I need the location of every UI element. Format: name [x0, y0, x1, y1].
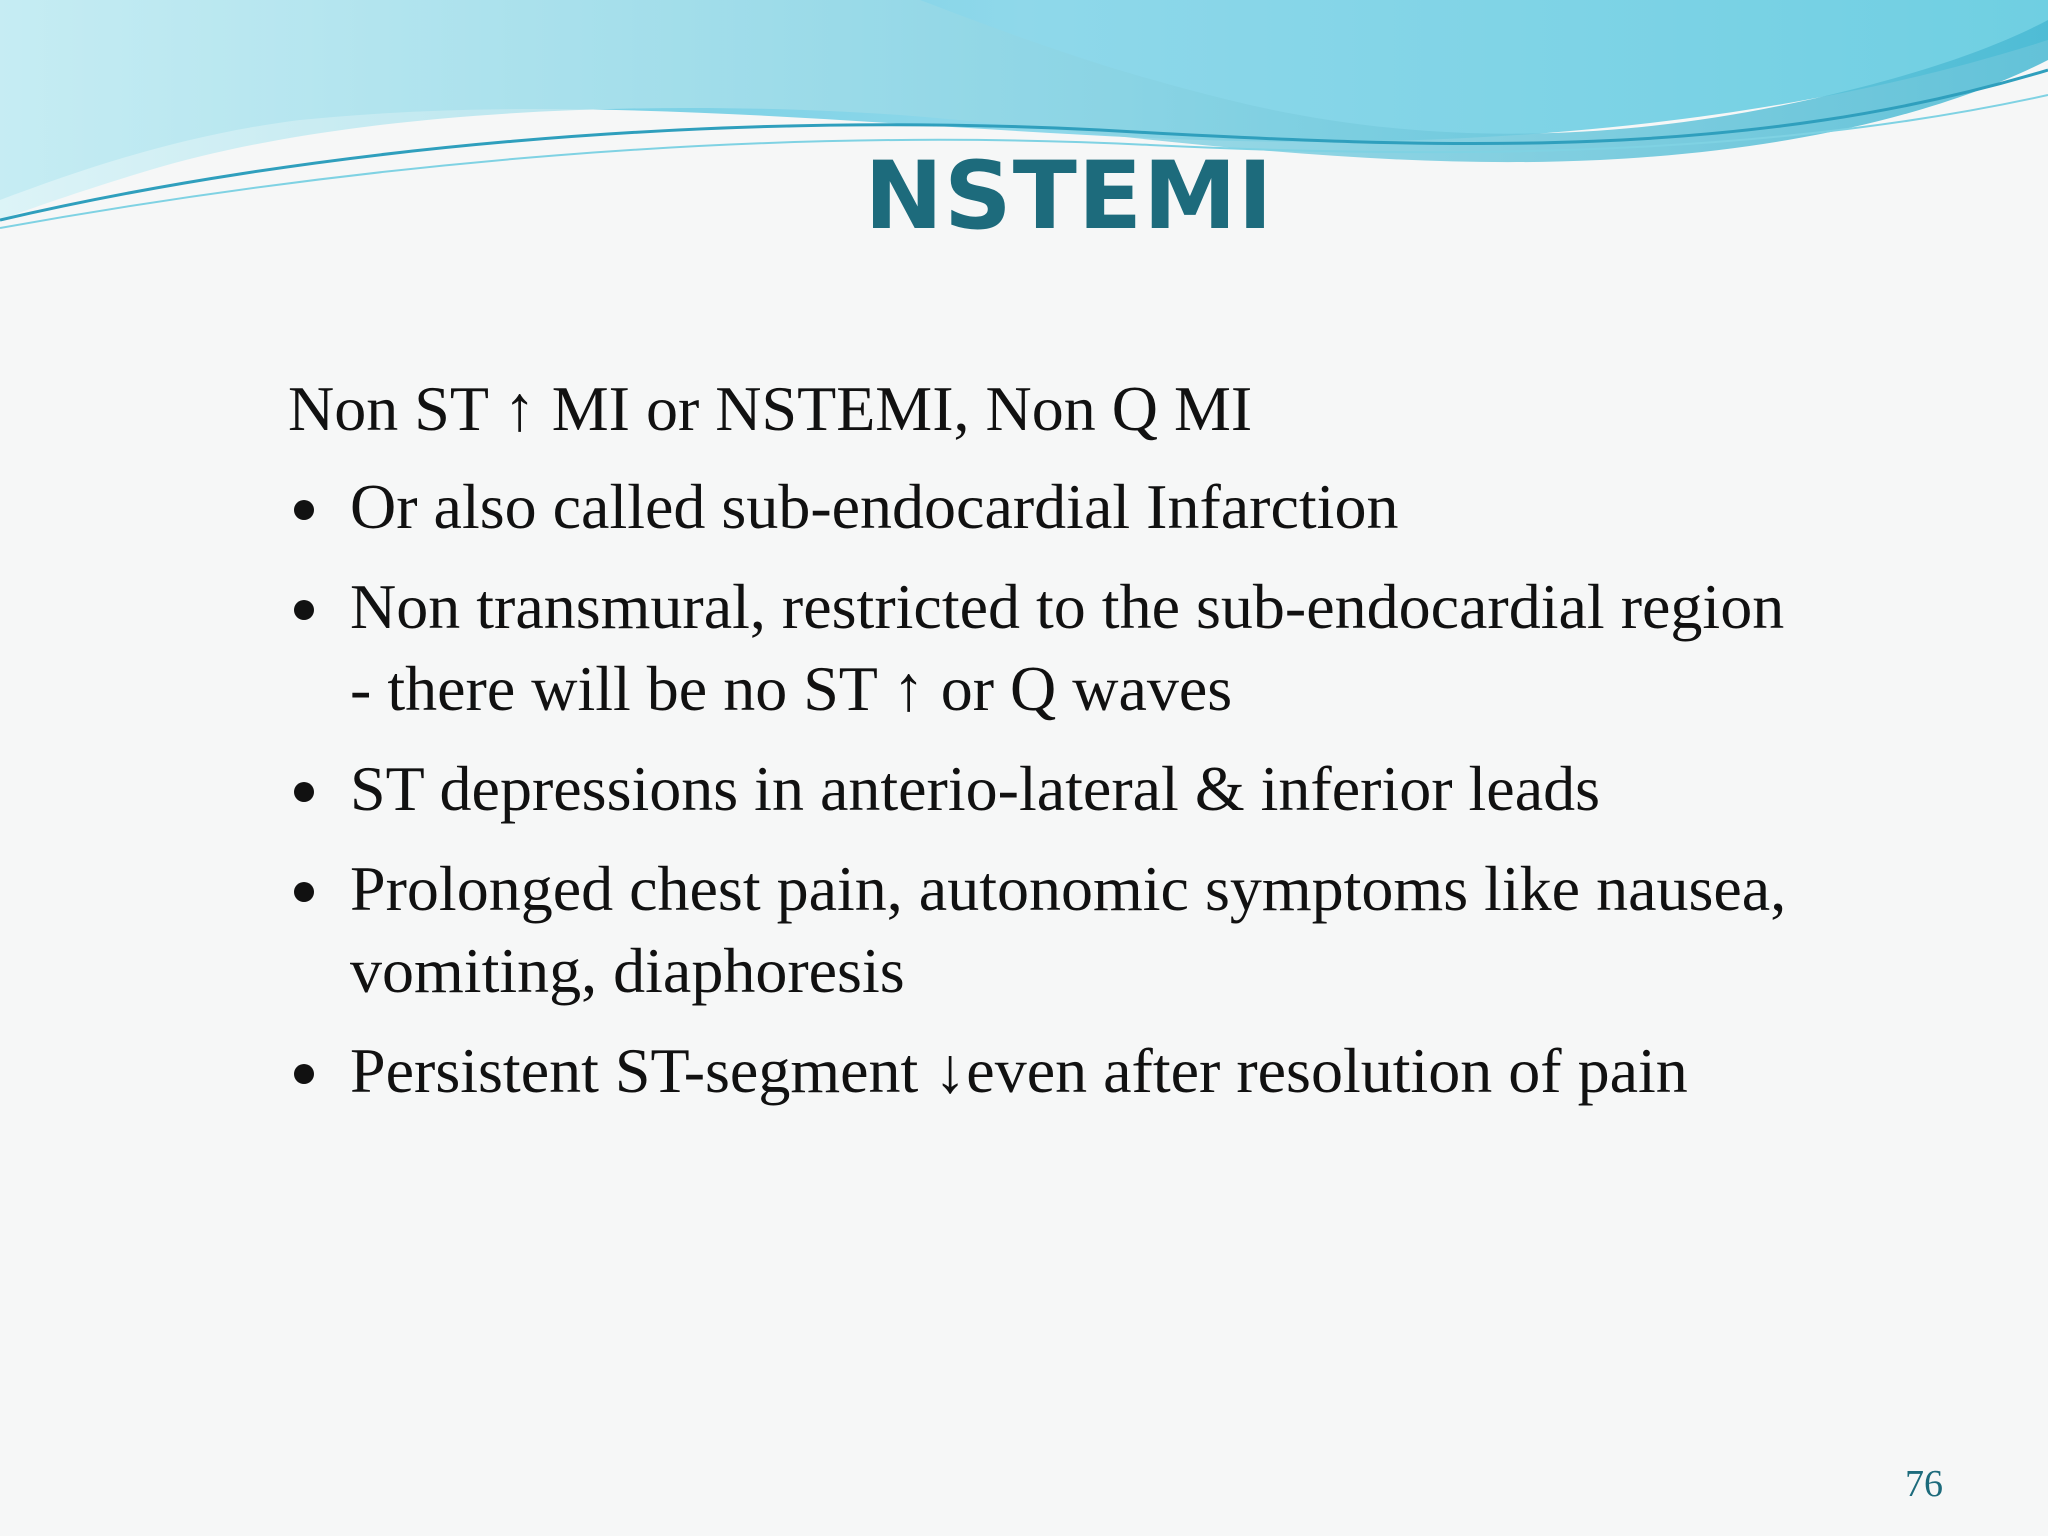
list-item	[288, 566, 1788, 730]
slide-title: NSTEMI	[864, 142, 1274, 251]
list-item	[288, 466, 1788, 548]
bullet-dot-icon	[294, 782, 314, 802]
bullet-dot-icon	[294, 1064, 314, 1084]
bullet-text: Persistent ST-segment ↓even after resolution of pain	[350, 1035, 1688, 1106]
bullet-text: Non transmural, restricted to the sub-endocardial region - there will be no ST ↑ or Q waves	[350, 571, 1785, 724]
bullet-text: Prolonged chest pain, autonomic symptoms like nausea, vomiting, diaphoresis	[350, 853, 1787, 1006]
bullet-dot-icon	[294, 600, 314, 620]
bullet-text: ST depressions in anterio-lateral & inferior leads	[350, 753, 1600, 824]
page-number: 76	[1905, 1463, 1943, 1505]
list-item	[288, 748, 1788, 830]
intro-line: Non ST ↑ MI or NSTEMI, Non Q MI	[288, 373, 1253, 444]
bullet-text: Or also called sub-endocardial Infarction	[350, 471, 1399, 542]
list-item	[288, 1030, 1788, 1112]
slide-body	[288, 368, 1788, 1130]
bullet-dot-icon	[294, 500, 314, 520]
list-item	[288, 848, 1788, 1012]
bullet-list	[288, 466, 1788, 1112]
bullet-dot-icon	[294, 882, 314, 902]
